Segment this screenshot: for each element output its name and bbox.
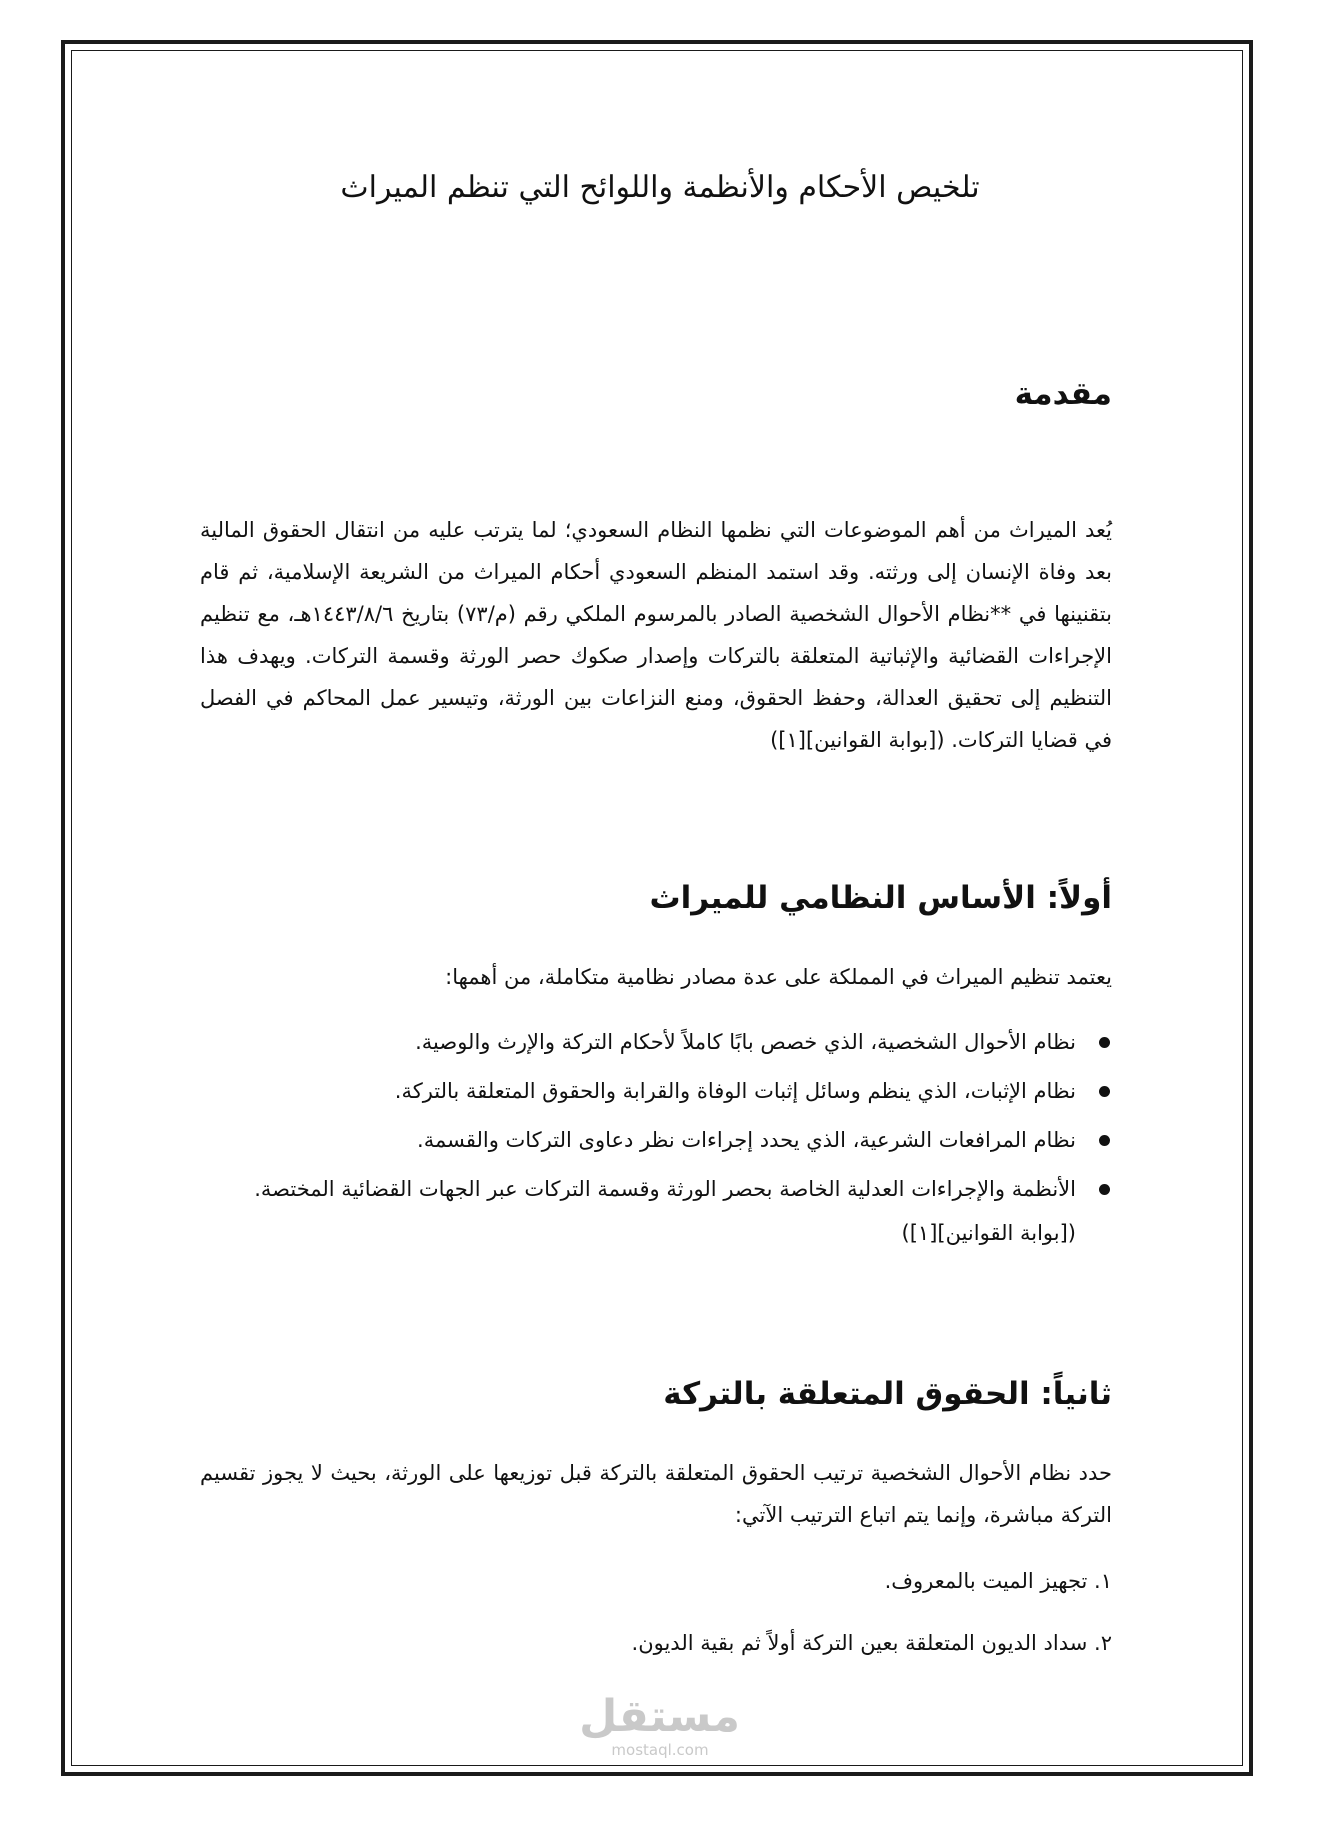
section2-lead: حدد نظام الأحوال الشخصية ترتيب الحقوق المتعلقة بالتركة قبل توزيعها على الورثة، بحيث لا يجوز تقسيم التركة مباشرة، وإنما يتم اتباع الترتيب الآتي: xyxy=(200,1461,1112,1527)
watermark-domain: mostaql.com xyxy=(611,1741,709,1759)
bullet-dot-icon xyxy=(1099,1037,1110,1048)
list-item xyxy=(212,1069,1112,1113)
section1-lead: يعتمد تنظيم الميراث في المملكة على عدة مصادر نظامية متكاملة، من أهمها: xyxy=(445,965,1112,989)
numbered-item-2: ٢. سداد الديون المتعلقة بعين التركة أولاً ثم بقية الديون. xyxy=(631,1631,1112,1655)
intro-heading: مقدمة xyxy=(1014,376,1112,412)
list-item-text: نظام المرافعات الشرعية، الذي يحدد إجراءات نظر دعاوى التركات والقسمة. xyxy=(417,1128,1076,1152)
section1-list xyxy=(212,1020,1112,1260)
intro-paragraph: يُعد الميراث من أهم الموضوعات التي نظمها النظام السعودي؛ لما يترتب عليه من انتقال الحقوق المالية بعد وفاة الإنسان إلى ورثته. وقد استمد المنظم السعودي أحكام الميراث من الشريعة الإسلامية، ثم قام بتقنينها في **نظام الأحوال الشخصية الصادر بالمرسوم الملكي رقم (م/٧٣) بتاريخ ١٤٤٣/٨/٦هـ، مع تنظيم الإجراءات القضائية والإثباتية المتعلقة بالتركات وإصدار صكوك حصر الورثة وقسمة التركات. ويهدف هذا التنظيم إلى تحقيق العدالة، وحفظ الحقوق، ومنع النزاعات بين الورثة، وتيسير عمل المحاكم في الفصل في قضايا التركات. ([بوابة القوانين][١]) xyxy=(200,518,1112,752)
mostaql-watermark xyxy=(580,1692,740,1758)
list-item-text: نظام الأحوال الشخصية، الذي خصص بابًا كاملاً لأحكام التركة والإرث والوصية. xyxy=(415,1030,1076,1054)
section2-heading: ثانياً: الحقوق المتعلقة بالتركة xyxy=(663,1376,1112,1412)
list-item xyxy=(212,1020,1112,1064)
numbered-item-1: ١. تجهيز الميت بالمعروف. xyxy=(884,1569,1112,1593)
list-item-text: نظام الإثبات، الذي ينظم وسائل إثبات الوفاة والقرابة والحقوق المتعلقة بالتركة. xyxy=(394,1079,1076,1103)
section1-heading: أولاً: الأساس النظامي للميراث xyxy=(649,880,1112,916)
list-item xyxy=(212,1167,1112,1255)
watermark-logo: مستقل xyxy=(579,1691,740,1742)
list-item xyxy=(212,1118,1112,1162)
bullet-dot-icon xyxy=(1099,1184,1110,1195)
list-item-text: الأنظمة والإجراءات العدلية الخاصة بحصر الورثة وقسمة التركات عبر الجهات القضائية المختصة. ([بوابة القوانين][١]) xyxy=(254,1177,1076,1245)
document-title: تلخيص الأحكام والأنظمة واللوائح التي تنظم الميراث xyxy=(340,170,980,205)
bullet-dot-icon xyxy=(1099,1086,1110,1097)
bullet-dot-icon xyxy=(1099,1135,1110,1146)
